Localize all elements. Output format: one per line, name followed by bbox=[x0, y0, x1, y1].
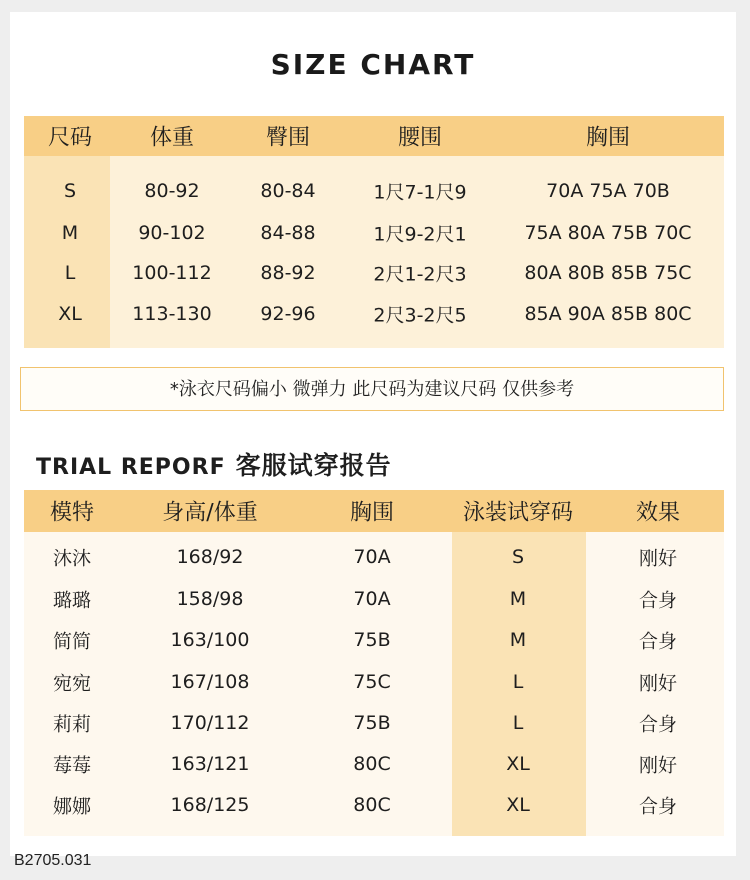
trial-cell: 80C bbox=[353, 753, 391, 775]
size-cell: M bbox=[61, 222, 79, 244]
trial-cell: 70A bbox=[353, 588, 391, 610]
trial-cell: 莉莉 bbox=[52, 713, 92, 736]
trial-table bbox=[24, 490, 724, 836]
trial-cell: 80C bbox=[353, 794, 391, 816]
header-hip: 臀围 bbox=[265, 125, 311, 151]
trial-cell: 170/112 bbox=[170, 712, 250, 734]
header-model: 模特 bbox=[49, 500, 95, 526]
trial-cell: 刚好 bbox=[638, 754, 678, 777]
size-cell: 75A 80A 75B 70C bbox=[524, 222, 692, 244]
trial-cell: M bbox=[509, 588, 527, 610]
trial-cell: 167/108 bbox=[170, 671, 250, 693]
header-bust: 胸围 bbox=[585, 125, 631, 151]
trial-cell: 75C bbox=[353, 671, 391, 693]
header-weight: 体重 bbox=[149, 125, 195, 151]
trial-cell: 莓莓 bbox=[52, 754, 92, 777]
size-cell: 2尺1-2尺3 bbox=[373, 263, 467, 286]
trial-table-header bbox=[24, 490, 724, 532]
size-cell: 113-130 bbox=[132, 303, 212, 325]
header-height-weight: 身高/体重 bbox=[162, 500, 258, 526]
trial-cell: 合身 bbox=[638, 713, 678, 736]
trial-cell: 璐璐 bbox=[52, 589, 92, 612]
trial-cell: 刚好 bbox=[638, 672, 678, 695]
trial-report-title bbox=[36, 446, 392, 482]
trial-title-cn: 客服试穿报告 bbox=[235, 451, 392, 480]
trial-cell: 168/92 bbox=[176, 546, 244, 568]
size-note: *泳衣尺码偏小 微弹力 此尺码为建议尺码 仅供参考 bbox=[20, 367, 724, 411]
size-cell: 88-92 bbox=[260, 262, 316, 284]
size-cell: 1尺9-2尺1 bbox=[373, 223, 467, 246]
trial-cell: M bbox=[509, 629, 527, 651]
trial-cell: 刚好 bbox=[638, 547, 678, 570]
trial-cell: 娜娜 bbox=[52, 795, 92, 818]
header-bust: 胸围 bbox=[349, 500, 395, 526]
size-cell: 80-92 bbox=[144, 180, 200, 202]
header-effect: 效果 bbox=[635, 500, 681, 526]
size-cell: L bbox=[64, 262, 76, 284]
size-cell: 85A 90A 85B 80C bbox=[524, 303, 692, 325]
size-cell: 2尺3-2尺5 bbox=[373, 304, 467, 327]
trial-cell: XL bbox=[506, 794, 530, 816]
trial-cell: 合身 bbox=[638, 630, 678, 653]
size-cell: 92-96 bbox=[260, 303, 316, 325]
trial-title-en: TRIAL REPORF bbox=[36, 455, 226, 480]
size-cell: 80A 80B 85B 75C bbox=[524, 262, 692, 284]
trial-cell: 158/98 bbox=[176, 588, 244, 610]
size-cell: 84-88 bbox=[260, 222, 316, 244]
trial-cell: 沐沐 bbox=[52, 547, 92, 570]
trial-cell: L bbox=[512, 712, 524, 734]
trial-cell: S bbox=[511, 546, 525, 568]
product-code: B2705.031 bbox=[14, 852, 92, 869]
header-size: 尺码 bbox=[47, 125, 93, 151]
size-cell: 100-112 bbox=[132, 262, 212, 284]
trial-cell: 75B bbox=[353, 712, 391, 734]
trial-cell: 75B bbox=[353, 629, 391, 651]
trial-cell: 合身 bbox=[638, 795, 678, 818]
trial-cell: 163/100 bbox=[170, 629, 250, 651]
size-cell: XL bbox=[58, 303, 82, 325]
header-trial-size: 泳装试穿码 bbox=[462, 500, 574, 526]
size-cell: 1尺7-1尺9 bbox=[373, 181, 467, 204]
trial-cell: 168/125 bbox=[170, 794, 250, 816]
trial-cell: 简简 bbox=[52, 630, 92, 653]
size-cell: 80-84 bbox=[260, 180, 316, 202]
trial-cell: 合身 bbox=[638, 589, 678, 612]
size-table-header bbox=[24, 116, 724, 156]
size-cell: 90-102 bbox=[138, 222, 206, 244]
size-chart-title: SIZE CHART bbox=[270, 48, 476, 81]
trial-cell: L bbox=[512, 671, 524, 693]
size-cell: S bbox=[63, 180, 77, 202]
trial-cell: 70A bbox=[353, 546, 391, 568]
trial-cell: 163/121 bbox=[170, 753, 250, 775]
size-table bbox=[24, 116, 724, 348]
trial-cell: XL bbox=[506, 753, 530, 775]
header-waist: 腰围 bbox=[397, 125, 443, 151]
trial-cell: 宛宛 bbox=[52, 672, 92, 695]
size-cell: 70A 75A 70B bbox=[546, 180, 670, 202]
